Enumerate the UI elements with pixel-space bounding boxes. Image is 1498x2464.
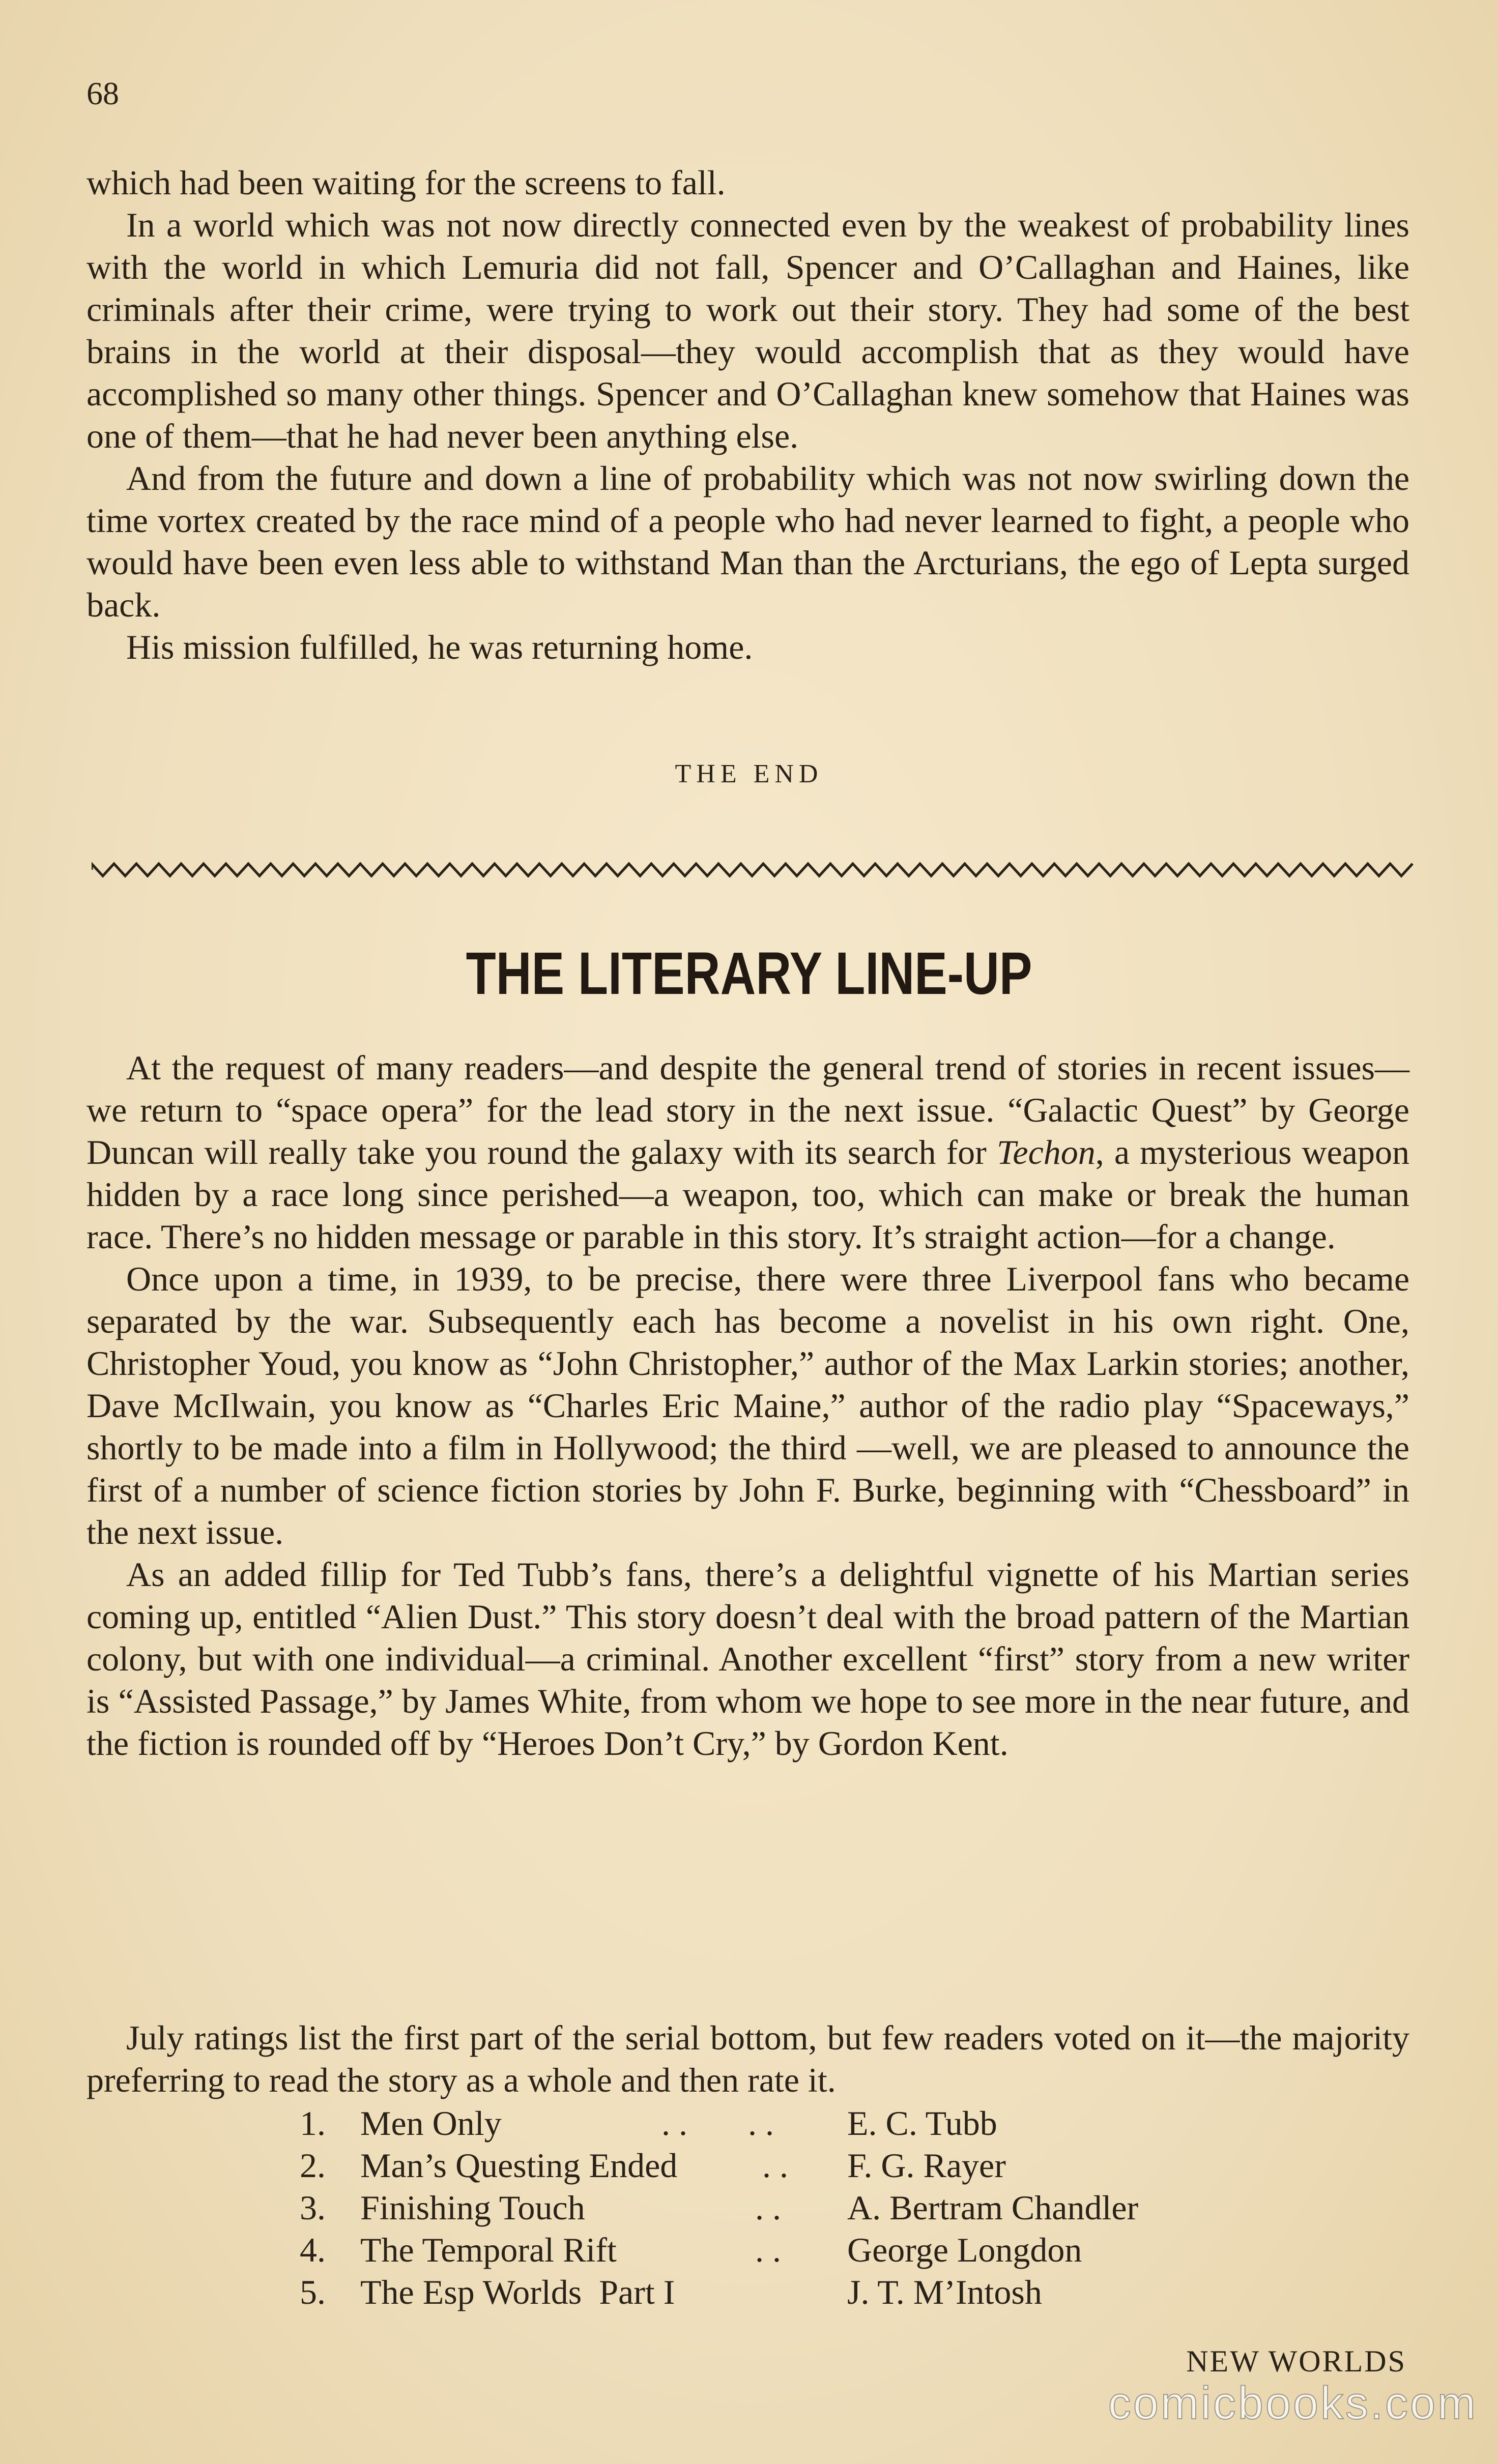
list-item	[0, 2145, 1498, 2187]
leader-dots: . . . .	[661, 2104, 774, 2143]
lineup-paragraph	[87, 1047, 1409, 1258]
story-paragraph: which had been waiting for the screens to fall.	[87, 163, 726, 202]
rating-title: The Esp Worlds Part I	[360, 2273, 675, 2311]
rating-author: F. G. Rayer	[847, 2146, 1006, 2185]
list-item	[0, 2229, 1498, 2271]
leader-dots: . .	[755, 2188, 781, 2227]
paragraph-text: , a mysterious weapon hidden by a race long since perished—a weapon, too, which can make or break the human race. There’s no hidden message or parable in this story. It’s straight action—for a change.	[87, 1133, 1409, 1256]
rating-title: The Temporal Rift	[360, 2231, 617, 2269]
the-end-label: THE END	[675, 759, 823, 788]
list-item	[0, 2187, 1498, 2229]
italic-title: Techon	[996, 1133, 1096, 1171]
story-paragraph: In a world which was not now directly connected even by the weakest of probability lines with the world in which Lemuria did not fall, Spencer and O’Callaghan and Haines, like criminals after their crime, were trying to work out their story. They had some of the best brains in the world at their disposal—they would accomplish that as they would have accomplished so many other things. Spencer and O’Callaghan knew somehow that Haines was one of them—that he had never been anything else.	[87, 206, 1409, 455]
rating-rank: 2.	[300, 2146, 326, 2185]
rating-author: A. Bertram Chandler	[847, 2188, 1139, 2227]
rating-author: E. C. Tubb	[847, 2104, 997, 2143]
page-number: 68	[87, 75, 119, 111]
rating-rank: 1.	[300, 2104, 326, 2143]
rating-rank: 5.	[300, 2273, 326, 2311]
ratings-list	[0, 2102, 1498, 2313]
section-title: THE LITERARY LINE-UP	[466, 940, 1032, 1007]
list-item	[0, 2271, 1498, 2313]
magazine-footer: NEW WORLDS	[1186, 2344, 1406, 2378]
story-ending-text	[87, 162, 1409, 668]
story-paragraph: His mission fulfilled, he was returning home.	[126, 628, 753, 666]
leader-dots: . .	[755, 2231, 781, 2269]
rating-title: Man’s Questing Ended	[360, 2146, 678, 2185]
lineup-paragraph: Once upon a time, in 1939, to be precise, there were three Liverpool fans who became separated by the war. Subsequently each has become a novelist in his own right. One, Christopher Youd, you know as “John Christopher,” author of the Max Larkin stories; another, Dave McIlwain, you know as “Charles Eric Maine,” author of the radio play “Spaceways,” shortly to be made into a film in Hollywood; the third —well, we are pleased to announce the first of a number of science fiction stories by John F. Burke, beginning with “Chessboard” in the next issue.	[87, 1259, 1409, 1551]
ratings-intro-text	[87, 2017, 1409, 2101]
lineup-paragraph: As an added fillip for Ted Tubb’s fans, there’s a delightful vignette of his Martian series coming up, entitled “Alien Dust.” This story doesn’t deal with the broad pattern of the Martian colony, but with one individual—a criminal. Another excellent “first” story from a new writer is “Assisted Passage,” by James White, from whom we hope to see more in the near future, and the fiction is rounded off by “Heroes Don’t Cry,” by Gordon Kent.	[87, 1555, 1409, 1763]
watermark-logo: comicbooks.com	[1108, 2378, 1478, 2429]
rating-title: Men Only	[360, 2104, 502, 2143]
rating-rank: 3.	[300, 2188, 326, 2227]
paragraph-text: At the request of many readers—and despite the general trend of stories in recent issues—we return to “space opera” for the lead story in the next issue. “Galactic Quest” by George Duncan will really take you round the galaxy with its search for	[87, 1048, 1409, 1171]
list-item	[0, 2102, 1498, 2145]
ratings-intro-paragraph: July ratings list the first part of the serial bottom, but few readers voted on it—the majority preferring to read the story as a whole and then rate it.	[87, 2018, 1409, 2099]
rating-author: George Longdon	[847, 2231, 1082, 2269]
lineup-text	[87, 1047, 1409, 1765]
leader-dots: . .	[762, 2146, 788, 2185]
rating-rank: 4.	[300, 2231, 326, 2269]
story-paragraph: And from the future and down a line of probability which was not now swirling down the time vortex created by the race mind of a people who had never learned to fight, a people who would have been even less able to withstand Man than the Arcturians, the ego of Lepta surged back.	[87, 459, 1409, 624]
rating-title: Finishing Touch	[360, 2188, 585, 2227]
wavy-divider	[92, 860, 1415, 880]
rating-author: J. T. M’Intosh	[847, 2273, 1042, 2311]
